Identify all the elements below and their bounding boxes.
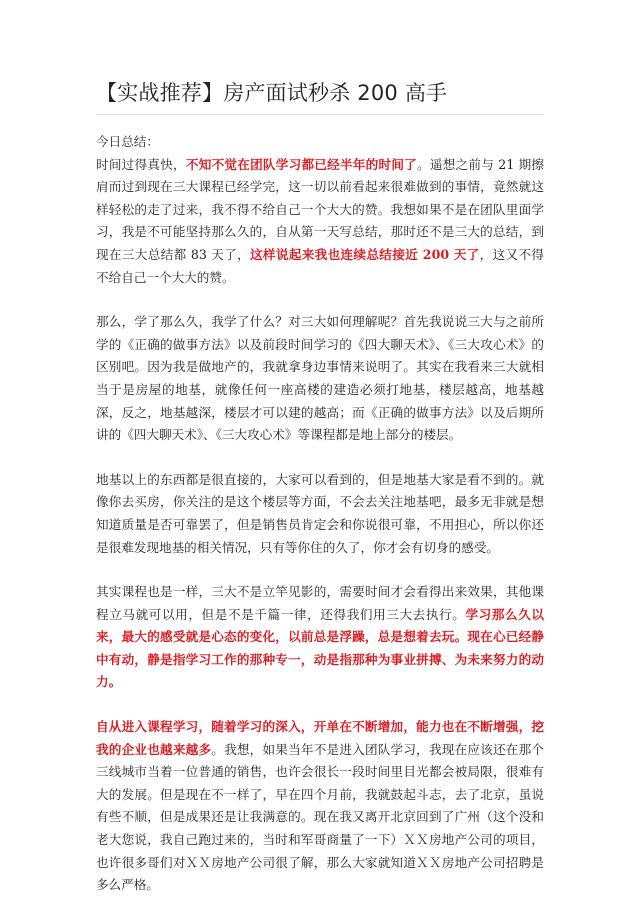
highlight-text: 这样说起来我也连续总结接近 200 天了 xyxy=(250,246,480,262)
text-segment: 今日总结： xyxy=(96,134,159,149)
paragraph-course-effect xyxy=(96,581,544,694)
text-segment: 其实课程也是一样，三大不是立竿见影的，需要时间才会看得出来效果，其他课程立马就可以用，但是不是千篇一律，还得我们用三大去执行。 xyxy=(96,584,544,622)
paragraph-summary xyxy=(96,154,544,290)
page-title: 【实战推荐】房产面试秒杀 200 高手 xyxy=(96,81,448,105)
paragraph-intro xyxy=(96,131,544,154)
paragraph-foundation xyxy=(96,311,544,447)
highlight-text: 自从进入课程学习，随着学习的深入，开单在不断增加，能力也在不断增强，挖我的企业也越来越多 xyxy=(96,719,544,757)
text-segment: 那么，学了那么久，我学了什么？对三大如何理解呢？首先我说说三大与之前所学的《正确的做事方法》以及前段时间学习的《四大聊天术》、《三大攻心术》的区别吧。因为我是做地产的，我就拿身边事情来说明了。其实在我看来三大就相当于是房屋的地基，就像任何一座高楼的建造必须打地基，楼层越高，地基越深，反之，地基越深，楼层才可以建的越高；而《正确的做事方法》以及后期所讲的《四大聊天术》、《三大攻心术》等课程都是地上部分的楼层。 xyxy=(96,314,544,443)
paragraph-gap xyxy=(96,694,544,716)
highlight-text: 不知不觉在团队学习都已经半年的时间了 xyxy=(185,156,418,172)
paragraph-gap xyxy=(96,289,544,311)
text-segment: 地基以上的东西都是很直接的，大家可以看到的，但是地基大家是看不到的。就像你去买房，你关注的是这个楼层等方面，不会去关注地基吧，最多无非就是想知道质量是否可靠罢了，但是销售员肯定会和你说很可靠，不用担心，所以你还是很难发现地基的相关情况，只有等你住的久了，你才会有切身的感受。 xyxy=(96,471,544,555)
title-divider xyxy=(96,114,544,115)
article-body xyxy=(96,131,544,897)
paragraph-gap xyxy=(96,559,544,581)
text-segment: ，这又不得不给自己一个大大的赞。 xyxy=(96,246,544,285)
text-segment: 。遥想之前与 21 期擦肩而过到现在三大课程已经学完，这一切以前看起来很难做到的事情，竟然就这样轻松的走了过来，我不得不给自己一个大大的赞。我想如果不是在团队里面学习，我是不可能坚持那么久的，自从第一天写总结，那时还不是三大的总结，到现在三大总结都 83 天了， xyxy=(96,156,545,262)
highlight-text: 学习那么久以来，最大的感受就是心态的变化，以前总是浮躁，总是想着去玩。现在心已经静中有动，静是指学习工作的那种专一，动是指那种为事业拼搏、为未来努力的动力。 xyxy=(96,606,545,690)
paragraph-gap xyxy=(96,447,544,469)
paragraph-buying-house xyxy=(96,469,544,559)
text-segment: 时间过得真快， xyxy=(96,156,186,172)
text-segment: 。我想，如果当年不是进入团队学习，我现在应该还在那个三线城市当着一位普通的销售，也许会很长一段时间里目光都会被局限，很难有大的发展。但是现在不一样了，早在四个月前，我就鼓起斗志，去了北京，虽说有些不顺，但是成果还是让我满意的。现在我又离开北京回到了广州（这个没和老大您说，我自己跑过来的，当时和军哥商量了一下）ＸＸ房地产公司的项目，也许很多哥们对ＸＸ房地产公司很了解，那么大家就知道ＸＸ房地产公司招聘是多么严格。 xyxy=(96,741,545,893)
paragraph-career xyxy=(96,716,544,897)
